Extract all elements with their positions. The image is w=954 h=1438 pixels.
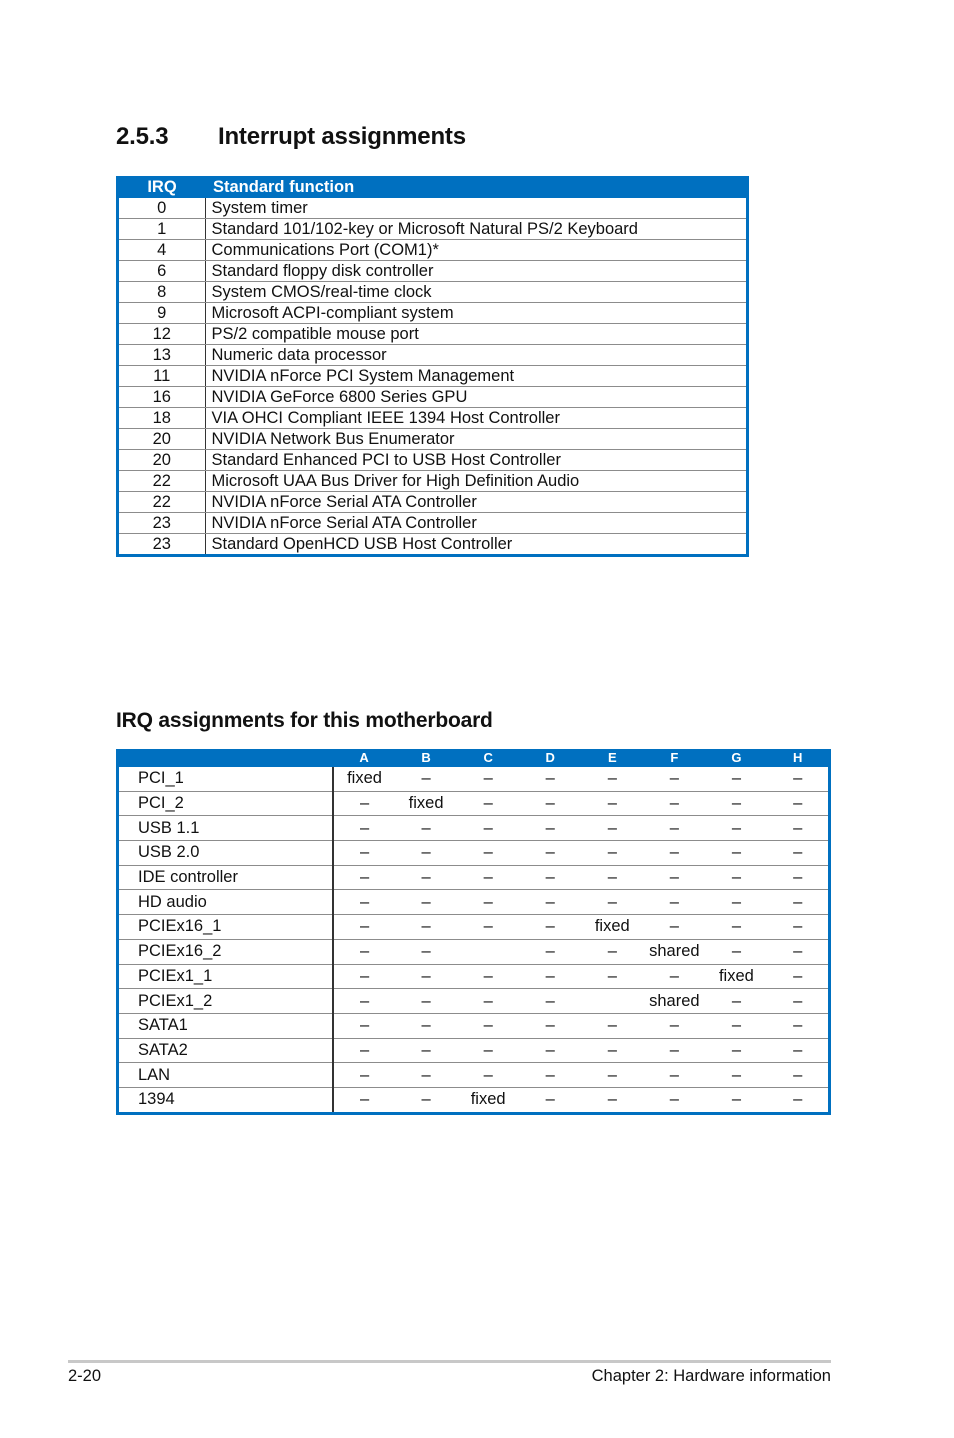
- assignment-cell: –: [519, 1038, 581, 1063]
- assignment-cell: –: [519, 791, 581, 816]
- assignment-cell: –: [767, 890, 829, 915]
- table-row: [118, 791, 830, 816]
- table-row: [118, 324, 748, 345]
- int-header: B: [395, 749, 457, 767]
- irq-table-header: [118, 176, 748, 198]
- irq-cell: 23: [118, 513, 206, 534]
- assignment-cell: –: [457, 865, 519, 890]
- table-row: [118, 1038, 830, 1063]
- assignment-cell: –: [333, 939, 395, 964]
- table-row: [118, 865, 830, 890]
- assignment-cell: –: [333, 1038, 395, 1063]
- assignment-cell: fixed: [333, 767, 395, 791]
- assignment-cell: –: [333, 791, 395, 816]
- table-row: [118, 387, 748, 408]
- irq-cell: 12: [118, 324, 206, 345]
- table-row: [118, 408, 748, 429]
- irq-cell: 23: [118, 534, 206, 556]
- assignment-cell: –: [705, 1063, 767, 1088]
- function-cell: NVIDIA nForce PCI System Management: [205, 366, 748, 387]
- assignment-cell: –: [457, 1013, 519, 1038]
- function-cell: NVIDIA nForce Serial ATA Controller: [205, 492, 748, 513]
- irq-cell: 20: [118, 450, 206, 471]
- assignment-cell: –: [519, 865, 581, 890]
- assignment-cell: –: [767, 865, 829, 890]
- assignment-cell: –: [333, 915, 395, 940]
- device-cell: HD audio: [118, 890, 334, 915]
- assignment-cell: –: [395, 1063, 457, 1088]
- irq-cell: 22: [118, 471, 206, 492]
- assignment-cell: –: [643, 915, 705, 940]
- device-cell: IDE controller: [118, 865, 334, 890]
- assignment-cell: –: [581, 767, 643, 791]
- assignment-cell: –: [395, 816, 457, 841]
- assignment-cell: –: [395, 767, 457, 791]
- device-cell: PCI_1: [118, 767, 334, 791]
- assignment-cell: –: [705, 791, 767, 816]
- assignment-cell: –: [519, 915, 581, 940]
- assignment-cell: –: [457, 1038, 519, 1063]
- assignment-cell: –: [705, 989, 767, 1014]
- assignment-cell: –: [767, 1063, 829, 1088]
- assignment-cell: –: [395, 865, 457, 890]
- assignment-cell: –: [519, 1063, 581, 1088]
- assignment-cell: –: [457, 915, 519, 940]
- assignment-cell: –: [333, 890, 395, 915]
- irq-cell: 8: [118, 282, 206, 303]
- assignment-cell: –: [395, 841, 457, 866]
- assignment-cell: –: [731, 1090, 741, 1109]
- assignment-cell: –: [705, 841, 767, 866]
- table-row: [118, 492, 748, 513]
- assignment-cell: –: [643, 816, 705, 841]
- assignment-cell: –: [457, 964, 519, 989]
- assignment-cell: –: [643, 1013, 705, 1038]
- assignment-cell: –: [767, 767, 829, 791]
- int-header: E: [581, 749, 643, 767]
- assignment-cell: –: [457, 816, 519, 841]
- table-row: [118, 282, 748, 303]
- table-row: [118, 767, 830, 791]
- assignment-cell: –: [519, 989, 581, 1014]
- assignment-cell: shared: [643, 989, 705, 1014]
- assignment-cell: –: [519, 841, 581, 866]
- assignment-cell: –: [395, 1038, 457, 1063]
- section-number: 2.5.3: [116, 123, 169, 150]
- table-row: [118, 1013, 830, 1038]
- assignment-cell: –: [793, 1090, 803, 1109]
- table-row: [118, 366, 748, 387]
- function-cell: System CMOS/real-time clock: [205, 282, 748, 303]
- device-header: [118, 749, 334, 767]
- int-header: A: [333, 749, 395, 767]
- page-number: 2-20: [68, 1367, 102, 1385]
- irq-cell: 16: [118, 387, 206, 408]
- assignment-cell: –: [767, 989, 829, 1014]
- assignment-cell: fixed: [705, 964, 767, 989]
- assignment-cell: –: [333, 964, 395, 989]
- int-header: G: [705, 749, 767, 767]
- table-row: [118, 989, 830, 1014]
- assignment-cell: –: [395, 964, 457, 989]
- irq-cell: 20: [118, 429, 206, 450]
- irq-header: IRQ: [118, 176, 206, 198]
- int-header: H: [767, 749, 829, 767]
- assignment-cell: –: [643, 964, 705, 989]
- function-cell: PS/2 compatible mouse port: [205, 324, 748, 345]
- assignment-cell: [457, 939, 519, 964]
- table-row: [118, 534, 748, 556]
- table-row: [118, 345, 748, 366]
- assignment-cell: –: [767, 939, 829, 964]
- function-cell: Communications Port (COM1)*: [205, 240, 748, 261]
- assignment-cell: –: [767, 791, 829, 816]
- table-row: [118, 471, 748, 492]
- assignment-cell: –: [607, 1090, 617, 1109]
- function-cell: System timer: [205, 198, 748, 219]
- assignment-cell: –: [457, 791, 519, 816]
- assignment-cell: –: [643, 865, 705, 890]
- int-header: C: [457, 749, 519, 767]
- assignment-cell: –: [767, 841, 829, 866]
- device-cell: PCI_2: [118, 791, 334, 816]
- assignment-cell: –: [643, 791, 705, 816]
- table-row: [118, 890, 830, 915]
- assignment-cell: –: [519, 1013, 581, 1038]
- function-cell: Standard OpenHCD USB Host Controller: [211, 535, 513, 553]
- function-header: Standard function: [205, 176, 748, 198]
- int-header: F: [643, 749, 705, 767]
- table-row: [118, 429, 748, 450]
- mb-section-title: IRQ assignments for this motherboard: [116, 709, 493, 732]
- function-cell: Standard 101/102-key or Microsoft Natural PS/2 Keyboard: [205, 219, 748, 240]
- assignment-cell: –: [421, 1090, 431, 1109]
- irq-cell: 1: [118, 219, 206, 240]
- assignment-cell: –: [581, 816, 643, 841]
- table-row: [118, 1063, 830, 1088]
- assignment-cell: –: [395, 989, 457, 1014]
- irq-cell: 22: [118, 492, 206, 513]
- assignment-cell: –: [643, 841, 705, 866]
- function-cell: Standard Enhanced PCI to USB Host Controller: [205, 450, 748, 471]
- assignment-cell: –: [705, 767, 767, 791]
- section-title: [116, 123, 466, 151]
- irq-table-body: [118, 198, 748, 556]
- assignment-cell: –: [643, 767, 705, 791]
- assignment-cell: –: [519, 816, 581, 841]
- function-cell: Microsoft ACPI-compliant system: [205, 303, 748, 324]
- assignment-cell: –: [395, 890, 457, 915]
- footer-rule: [68, 1360, 831, 1363]
- device-cell: PCIEx16_2: [118, 939, 334, 964]
- device-cell: USB 1.1: [118, 816, 334, 841]
- device-cell: PCIEx16_1: [118, 915, 334, 940]
- assignment-cell: –: [359, 1090, 370, 1109]
- assignment-cell: –: [767, 964, 829, 989]
- assignment-cell: [581, 989, 643, 1014]
- table-row: [118, 513, 748, 534]
- assignment-cell: –: [581, 1038, 643, 1063]
- assignment-cell: –: [519, 964, 581, 989]
- assignment-cell: –: [545, 1090, 555, 1109]
- table-row: [118, 816, 830, 841]
- table-row: [118, 303, 748, 324]
- device-cell: SATA2: [118, 1038, 334, 1063]
- assignment-cell: –: [581, 1063, 643, 1088]
- assignment-cell: fixed: [581, 915, 643, 940]
- function-cell: Standard floppy disk controller: [205, 261, 748, 282]
- assignment-cell: –: [643, 890, 705, 915]
- assignment-cell: –: [705, 890, 767, 915]
- assignment-cell: –: [581, 939, 643, 964]
- assignment-cell: –: [333, 1063, 395, 1088]
- function-cell: Microsoft UAA Bus Driver for High Definition Audio: [205, 471, 748, 492]
- function-cell: NVIDIA GeForce 6800 Series GPU: [205, 387, 748, 408]
- device-cell: PCIEx1_2: [118, 989, 334, 1014]
- device-cell: USB 2.0: [118, 841, 334, 866]
- function-cell: NVIDIA nForce Serial ATA Controller: [205, 513, 748, 534]
- assignment-cell: –: [519, 939, 581, 964]
- assignment-cell: –: [767, 816, 829, 841]
- assignment-cell: –: [457, 890, 519, 915]
- device-cell: LAN: [118, 1063, 334, 1088]
- table-row: [118, 240, 748, 261]
- device-cell: 1394: [118, 1087, 334, 1113]
- table-row: [118, 964, 830, 989]
- table-row: [118, 1087, 830, 1113]
- assignment-cell: –: [705, 1038, 767, 1063]
- assignment-cell: –: [581, 964, 643, 989]
- function-cell: VIA OHCI Compliant IEEE 1394 Host Controller: [205, 408, 748, 429]
- assignment-cell: –: [333, 816, 395, 841]
- assignment-cell: –: [333, 989, 395, 1014]
- assignment-cell: –: [705, 939, 767, 964]
- mb-irq-table: [116, 749, 831, 1115]
- irq-table: [116, 176, 749, 557]
- assignment-cell: shared: [643, 939, 705, 964]
- assignment-cell: –: [581, 791, 643, 816]
- assignment-cell: –: [457, 841, 519, 866]
- assignment-cell: –: [767, 1013, 829, 1038]
- assignment-cell: –: [457, 1063, 519, 1088]
- int-header: D: [519, 749, 581, 767]
- assignment-cell: –: [395, 1013, 457, 1038]
- function-cell: NVIDIA Network Bus Enumerator: [205, 429, 748, 450]
- table-row: [118, 261, 748, 282]
- assignment-cell: –: [705, 816, 767, 841]
- function-cell: Numeric data processor: [205, 345, 748, 366]
- assignment-cell: –: [669, 1090, 679, 1109]
- assignment-cell: –: [395, 939, 457, 964]
- assignment-cell: –: [705, 1013, 767, 1038]
- device-cell: PCIEx1_1: [118, 964, 334, 989]
- irq-cell: 4: [118, 240, 206, 261]
- assignment-cell: –: [457, 989, 519, 1014]
- assignment-cell: fixed: [470, 1090, 506, 1109]
- assignment-cell: –: [333, 1013, 395, 1038]
- assignment-cell: –: [705, 865, 767, 890]
- table-row: [118, 450, 748, 471]
- table-row: [118, 219, 748, 240]
- assignment-cell: –: [333, 841, 395, 866]
- assignment-cell: –: [333, 865, 395, 890]
- table-row: [118, 841, 830, 866]
- assignment-cell: –: [767, 1038, 829, 1063]
- assignment-cell: –: [519, 890, 581, 915]
- table-row: [118, 939, 830, 964]
- irq-cell: 13: [118, 345, 206, 366]
- irq-cell: 0: [118, 198, 206, 219]
- irq-cell: 11: [118, 366, 206, 387]
- chapter-label: Chapter 2: Hardware information: [591, 1367, 831, 1385]
- irq-cell: 9: [118, 303, 206, 324]
- assignment-cell: –: [643, 1038, 705, 1063]
- device-cell: SATA1: [118, 1013, 334, 1038]
- assignment-cell: –: [581, 865, 643, 890]
- section-title-text: Interrupt assignments: [218, 123, 466, 150]
- irq-cell: 18: [118, 408, 206, 429]
- assignment-cell: –: [581, 841, 643, 866]
- assignment-cell: –: [519, 767, 581, 791]
- mb-table-body: [118, 767, 830, 1113]
- mb-table-header: [118, 749, 830, 767]
- assignment-cell: –: [581, 890, 643, 915]
- assignment-cell: –: [395, 915, 457, 940]
- assignment-cell: –: [457, 767, 519, 791]
- assignment-cell: –: [643, 1063, 705, 1088]
- irq-cell: 6: [118, 261, 206, 282]
- table-row: [118, 198, 748, 219]
- assignment-cell: –: [767, 915, 829, 940]
- assignment-cell: fixed: [395, 791, 457, 816]
- assignment-cell: –: [581, 1013, 643, 1038]
- table-row: [118, 915, 830, 940]
- assignment-cell: –: [705, 915, 767, 940]
